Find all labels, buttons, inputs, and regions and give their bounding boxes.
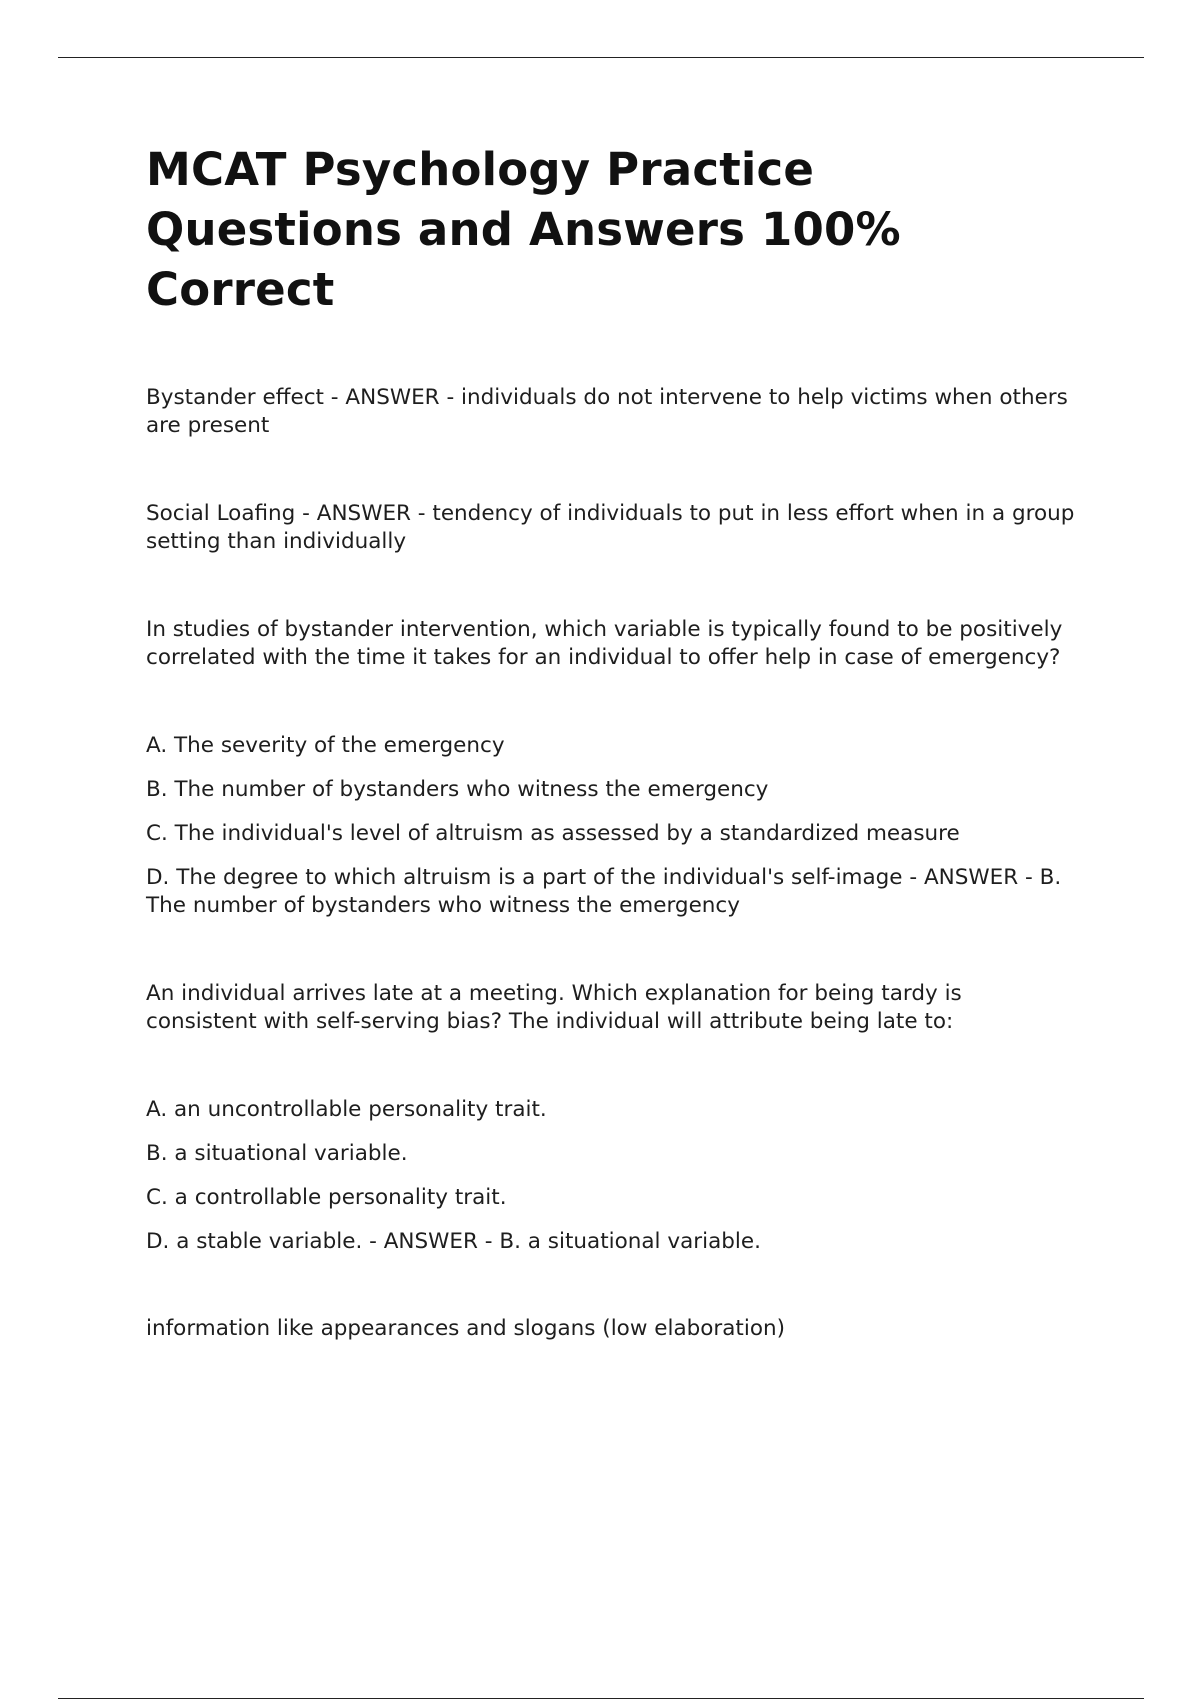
question-1-options bbox=[146, 732, 1076, 920]
question-1-option-a: A. The severity of the emergency bbox=[146, 733, 505, 758]
question-2-option-c: C. a controllable personality trait. bbox=[146, 1185, 507, 1210]
question-2-stem: An individual arrives late at a meeting. Which explanation for being tardy is consistent with self-serving bias? The individual will attribute being late to: bbox=[146, 981, 962, 1034]
trailing-text: information like appearances and slogans (low elaboration) bbox=[146, 1316, 786, 1341]
top-rule bbox=[58, 57, 1144, 58]
question-2-options bbox=[146, 1096, 1076, 1256]
document-title: MCAT Psychology Practice Questions and Answers 100% Correct bbox=[146, 143, 901, 316]
question-1-option-c: C. The individual's level of altruism as assessed by a standardized measure bbox=[146, 821, 960, 846]
document-body bbox=[146, 140, 1076, 1343]
question-1-stem: In studies of bystander intervention, which variable is typically found to be positively correlated with the time it takes for an individual to offer help in case of emergency? bbox=[146, 617, 1063, 670]
question-2-option-a: A. an uncontrollable personality trait. bbox=[146, 1097, 547, 1122]
bystander-effect-item: Bystander effect - ANSWER - individuals do not intervene to help victims when others are present bbox=[146, 385, 1068, 438]
question-2-option-d: D. a stable variable. - ANSWER - B. a situational variable. bbox=[146, 1229, 761, 1254]
bottom-rule bbox=[58, 1698, 1144, 1699]
question-2-option-b: B. a situational variable. bbox=[146, 1141, 408, 1166]
question-1-option-d: D. The degree to which altruism is a part of the individual's self-image - ANSWER - B. The number of bystanders who witness the emergency bbox=[146, 865, 1062, 918]
social-loafing-item: Social Loafing - ANSWER - tendency of individuals to put in less effort when in a group setting than individually bbox=[146, 501, 1075, 554]
question-1-option-b: B. The number of bystanders who witness the emergency bbox=[146, 777, 769, 802]
